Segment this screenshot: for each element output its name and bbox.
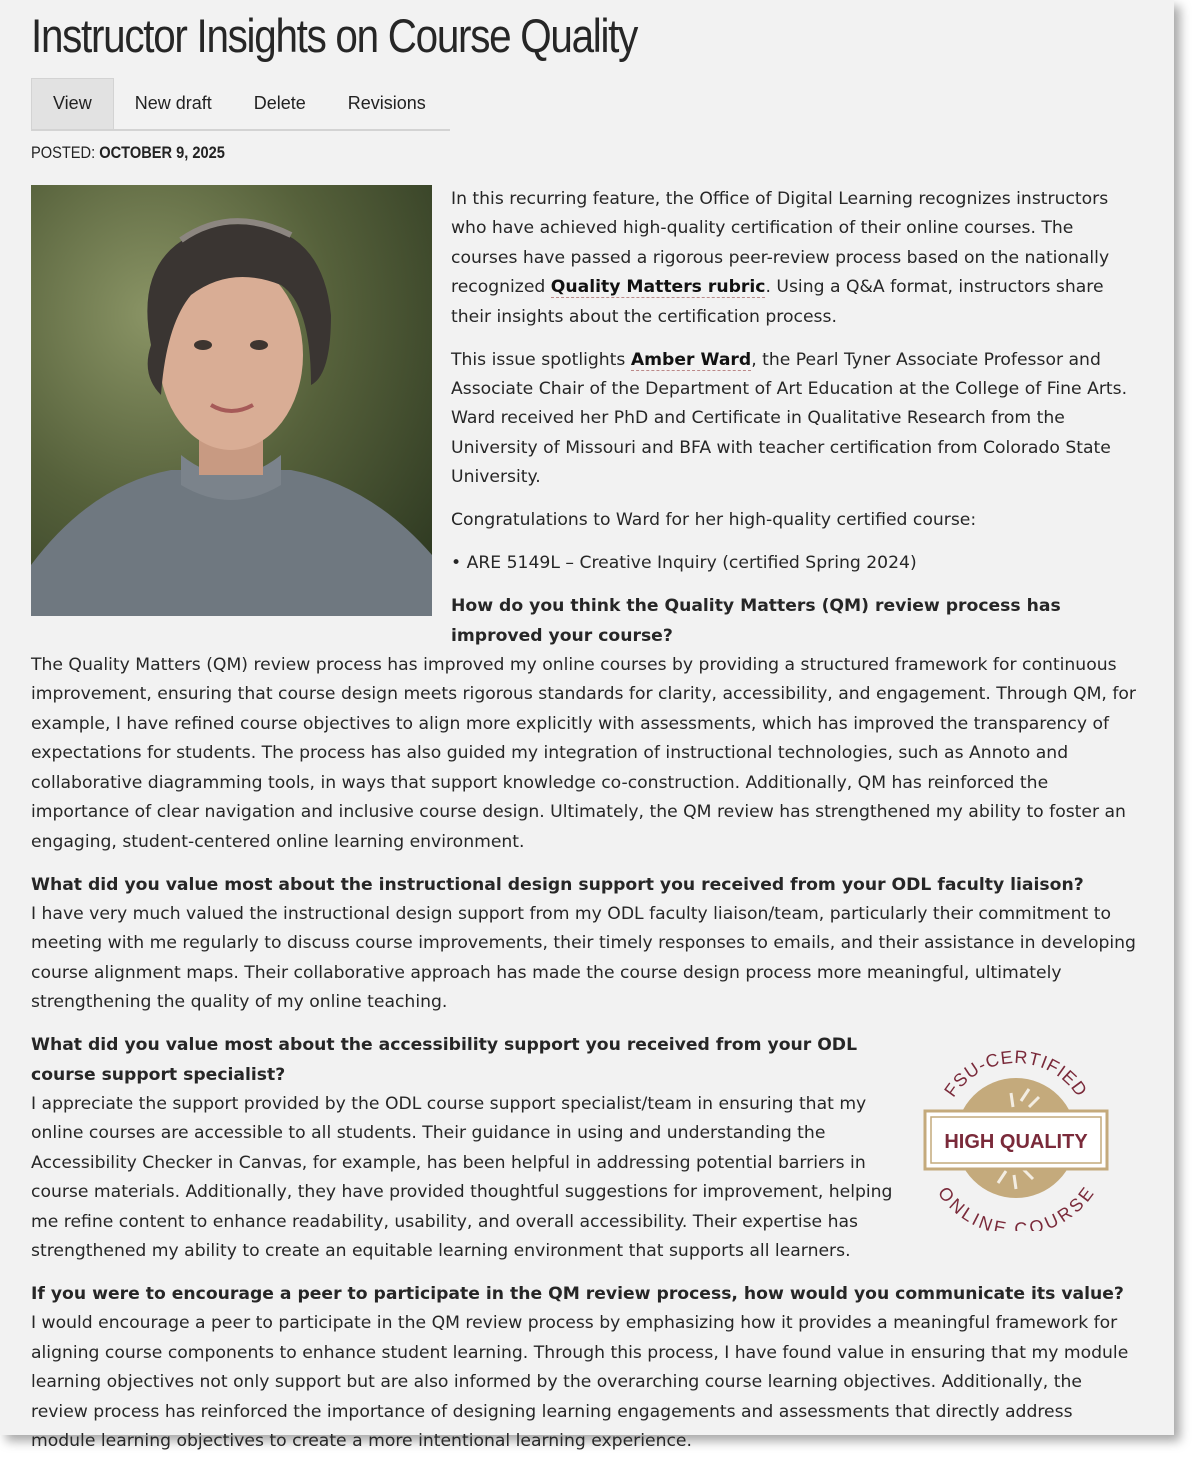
tab-view[interactable]: View [31,78,114,129]
tab-bar [31,78,450,131]
posted-date [31,143,225,163]
posted-date-value: OCTOBER 9, 2025 [99,143,225,162]
article-body [31,185,1141,1470]
intro-text: In this recurring feature, the Office of Digital Learning recognizes instructors who have achieved high-quality certification of their online courses. The courses have passed a rigorous peer-review process based on the nationally recognized [451,189,1110,298]
congrats-text: Congratulations to Ward for her high-quality certified course: [451,510,977,531]
spotlight-text: This issue spotlights [451,349,631,370]
question-4: If you were to encourage a peer to participate in the QM review process, how would you communicate its value? [31,1283,1124,1304]
page-title: Instructor Insights on Course Quality [31,9,638,62]
question-2: What did you value most about the instructional design support you received from your ODL faculty liaison? [31,874,1084,895]
qa-1 [31,592,1141,857]
amber-ward-link[interactable]: Amber Ward [630,349,752,370]
tab-delete[interactable]: Delete [253,93,306,113]
question-3: What did you value most about the accessibility support you received from your ODL course support specialist? [31,1035,858,1085]
instructor-photo [31,185,432,616]
posted-label: POSTED: [31,143,96,162]
course-list-item: • ARE 5149L – Creative Inquiry (certified Spring 2024) [451,553,917,574]
answer-2: I have very much valued the instructional design support from my ODL faculty liaison/team, particularly their commitment to meeting with me regularly to discuss course improvements, their timely responses to emails, and their assistance in developing course alignment maps. Their collaborative approach has made the course design process more meaningful, ultimately strengthening the quality of my online teaching. [31,903,1136,1013]
answer-4: I would encourage a peer to participate in the QM review process by emphasizing how it provides a meaningful framework for aligning course components to enhance student learning. Through this process, I have found value in ensuring that my module learning objectives not only support but are also informed by the overarching course learning objectives. Additionally, the review process has reinforced the importance of designing learning engagements and assessments that directly address module learning objectives to create a more intentional learning experience. [31,1313,1129,1451]
intro-text-end: . Using a Q&A format, instructors share their insights about the certification process. [451,277,1104,327]
portrait-illustration [31,185,432,616]
spotlight-text-end: , the Pearl Tyner Associate Professor and Associate Chair of the Department of Art Education at the College of Fine Arts. Ward received her PhD and Certificate in Qualitative Research from the University of Missouri and BFA with teacher certification from Colorado State University. [451,349,1128,488]
high-quality-badge [921,1041,1111,1231]
tab-revisions[interactable]: Revisions [347,93,426,113]
answer-3: I appreciate the support provided by the ODL course support specialist/team in ensuring that my online courses are accessible to all students. Their guidance in using and understanding the Accessibility Checker in Canvas, for example, has been helpful in addressing potential barriers in course materials. Additionally, they have provided thoughtful suggestions for improvement, helping me refine content to enhance readability, usability, and overall accessibility. Their expertise has strengthened my ability to create an equitable learning environment that supports all learners. [31,1093,893,1261]
qa-2 [31,871,1141,1018]
badge-top-text: FSU-CERTIFIED [940,1046,1092,1101]
tab-new-draft[interactable]: New draft [134,93,212,113]
badge-graphic [921,1041,1111,1231]
badge-center-text: HIGH QUALITY [944,1131,1088,1154]
badge-bottom-text: ONLINE COURSE [934,1182,1098,1232]
answer-1: The Quality Matters (QM) review process has improved my online courses by providing a structured framework for continuous improvement, ensuring that course design meets rigorous standards for clarity, accessibility, and engagement. Through QM, for example, I have refined course objectives to align more explicitly with assessments, which has improved the transparency of expectations for students. The process has also guided my integration of instructional technologies, such as Annoto and collaborative diagramming tools, in ways that support knowledge co-construction. Additionally, QM has reinforced the importance of clear navigation and inclusive course design. Ultimately, the QM review has strengthened my ability to foster an engaging, student-centered online learning environment. [31,655,1136,852]
qa-4 [31,1280,1141,1456]
quality-matters-rubric-link[interactable]: Quality Matters rubric [550,277,766,298]
question-1: How do you think the Quality Matters (QM) review process has improved your course? [451,596,1061,646]
